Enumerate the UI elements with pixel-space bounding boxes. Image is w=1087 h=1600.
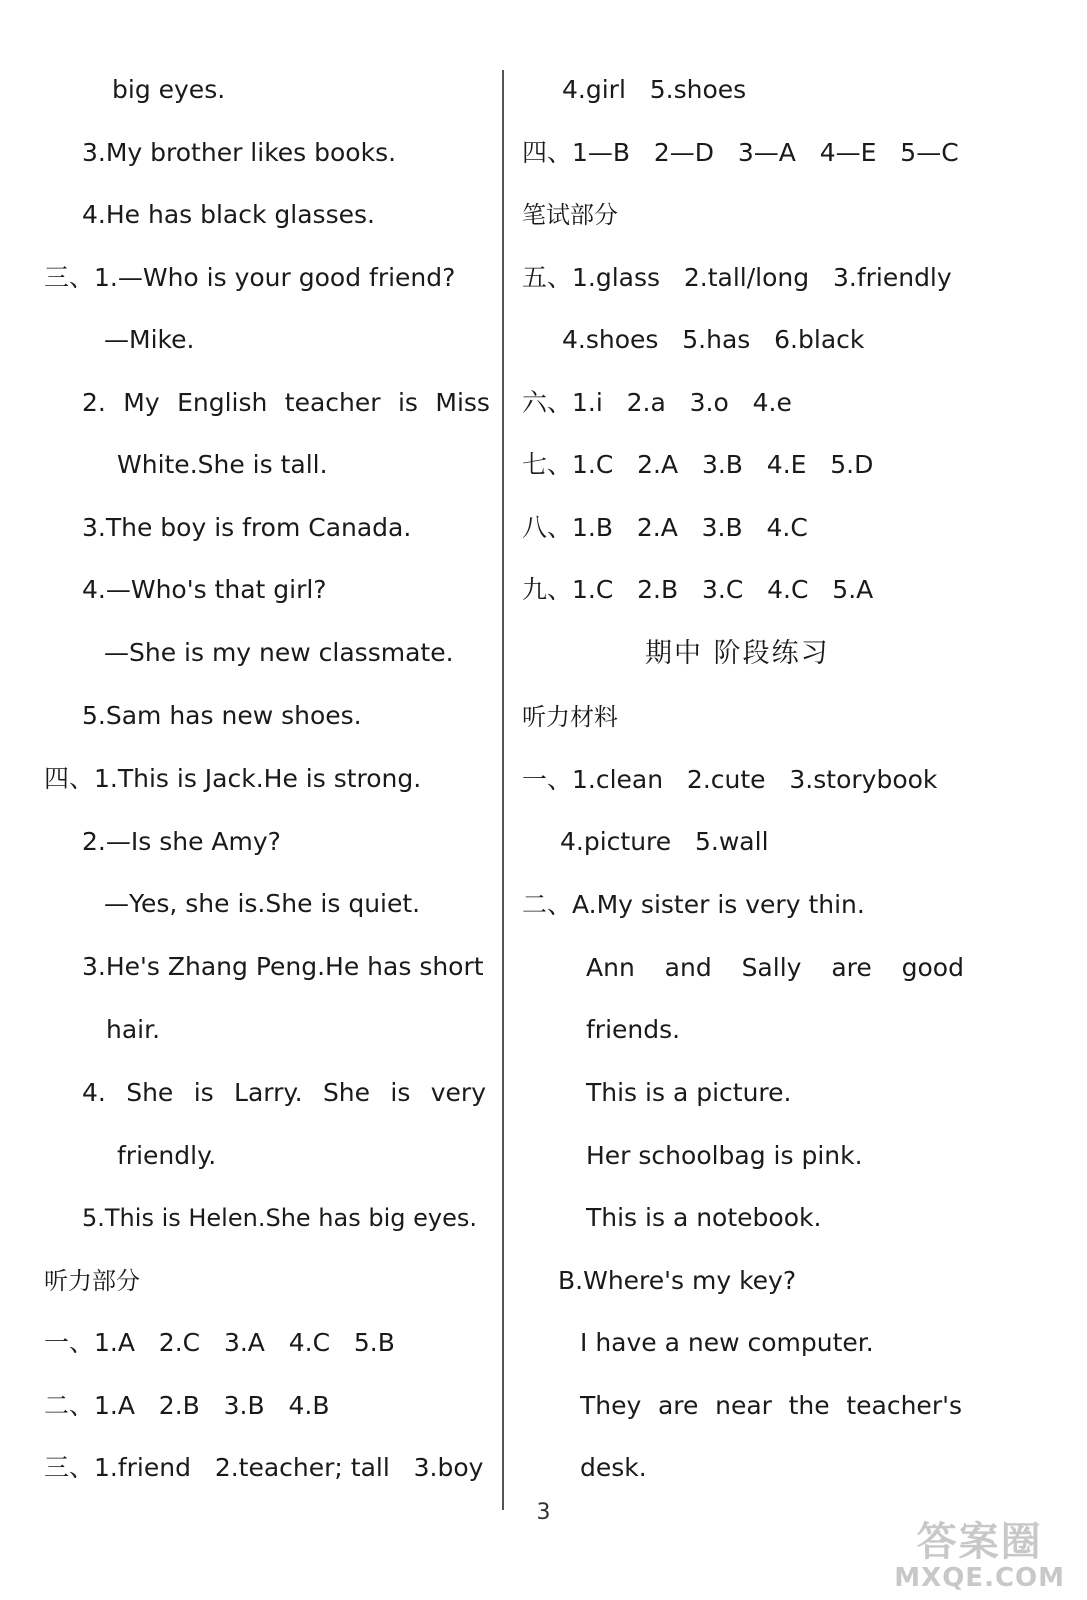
answer-line: 四、1—B 2—D 3—A 4—E 5—C xyxy=(522,138,959,167)
answer-line-justified xyxy=(586,952,964,984)
word: 4. xyxy=(82,1078,106,1107)
word: She xyxy=(126,1078,174,1107)
word: good xyxy=(901,953,964,982)
answer-line: 七、1.C 2.A 3.B 4.E 5.D xyxy=(522,450,874,479)
answer-line: —Yes, she is.She is quiet. xyxy=(104,889,421,918)
word: They xyxy=(580,1391,642,1420)
watermark-logo: 答案圈 xyxy=(916,1519,1043,1565)
answer-line: 三、1.—Who is your good friend? xyxy=(44,263,456,292)
section-title: 期中 阶段练习 xyxy=(645,638,830,669)
word: teacher's xyxy=(846,1391,962,1420)
page-number: 3 xyxy=(536,1500,551,1525)
answer-line: 3.My brother likes books. xyxy=(82,138,397,167)
answer-line: B.Where's my key? xyxy=(558,1266,797,1295)
watermark-url: MXQE.COM xyxy=(894,1563,1065,1593)
answer-line: 五、1.glass 2.tall/long 3.friendly xyxy=(522,263,952,292)
answer-line: 4.shoes 5.has 6.black xyxy=(562,325,865,354)
word: 2. xyxy=(82,388,106,417)
answer-line: I have a new computer. xyxy=(580,1328,874,1357)
word: English xyxy=(177,388,268,417)
word: Larry. xyxy=(234,1078,303,1107)
answer-line: 二、A.My sister is very thin. xyxy=(522,890,865,919)
word: near xyxy=(715,1391,772,1420)
answer-line: Her schoolbag is pink. xyxy=(586,1141,863,1170)
answer-line: desk. xyxy=(580,1453,647,1482)
answer-line: 三、1.friend 2.teacher; tall 3.boy xyxy=(44,1453,484,1482)
answer-line: 4.picture 5.wall xyxy=(560,827,769,856)
answer-line: 四、1.This is Jack.He is strong. xyxy=(44,764,422,793)
word: is xyxy=(193,1078,214,1107)
answer-line: This is a picture. xyxy=(586,1078,792,1107)
answer-line: This is a notebook. xyxy=(586,1203,822,1232)
answer-line: 5.Sam has new shoes. xyxy=(82,701,362,730)
answer-line: —Mike. xyxy=(104,325,195,354)
answer-line: friendly. xyxy=(117,1141,217,1170)
answer-line: 一、1.A 2.C 3.A 4.C 5.B xyxy=(44,1328,395,1357)
answer-line: 2.—Is she Amy? xyxy=(82,827,281,856)
answer-line: 八、1.B 2.A 3.B 4.C xyxy=(522,513,808,542)
word: is xyxy=(390,1078,411,1107)
answer-line-justified xyxy=(82,387,490,419)
word: very xyxy=(430,1078,486,1107)
column-divider xyxy=(502,70,504,1510)
word: Ann xyxy=(586,953,635,982)
answer-line: —She is my new classmate. xyxy=(104,638,454,667)
word: is xyxy=(397,388,418,417)
answer-line: 4.He has black glasses. xyxy=(82,200,375,229)
answer-line: White.She is tall. xyxy=(117,450,328,479)
answer-line: 一、1.clean 2.cute 3.storybook xyxy=(522,765,938,794)
answer-line: big eyes. xyxy=(112,75,226,104)
answer-line: 4.—Who's that girl? xyxy=(82,575,327,604)
section-heading: 听力部分 xyxy=(44,1267,140,1295)
watermark xyxy=(894,1520,1065,1592)
word: She xyxy=(322,1078,371,1107)
word: My xyxy=(123,388,160,417)
answer-line: 3.He's Zhang Peng.He has short xyxy=(82,952,484,981)
word: teacher xyxy=(284,388,381,417)
section-heading: 笔试部分 xyxy=(522,201,618,229)
answer-line: 4.girl 5.shoes xyxy=(562,75,747,104)
word: are xyxy=(657,1391,699,1420)
answer-line-justified xyxy=(580,1390,962,1422)
answer-line: 二、1.A 2.B 3.B 4.B xyxy=(44,1391,330,1420)
word: Sally xyxy=(741,953,802,982)
word: Miss xyxy=(435,388,490,417)
answer-line: hair. xyxy=(106,1015,161,1044)
word: and xyxy=(664,953,712,982)
word: the xyxy=(788,1391,830,1420)
answer-line: 3.The boy is from Canada. xyxy=(82,513,412,542)
answer-line: 六、1.i 2.a 3.o 4.e xyxy=(522,388,792,417)
section-heading: 听力材料 xyxy=(522,703,618,731)
answer-line: 5.This is Helen.She has big eyes. xyxy=(82,1204,477,1232)
answer-line-justified xyxy=(82,1077,486,1109)
answer-line: 九、1.C 2.B 3.C 4.C 5.A xyxy=(522,575,874,604)
word: are xyxy=(831,953,872,982)
answer-line: friends. xyxy=(586,1015,681,1044)
